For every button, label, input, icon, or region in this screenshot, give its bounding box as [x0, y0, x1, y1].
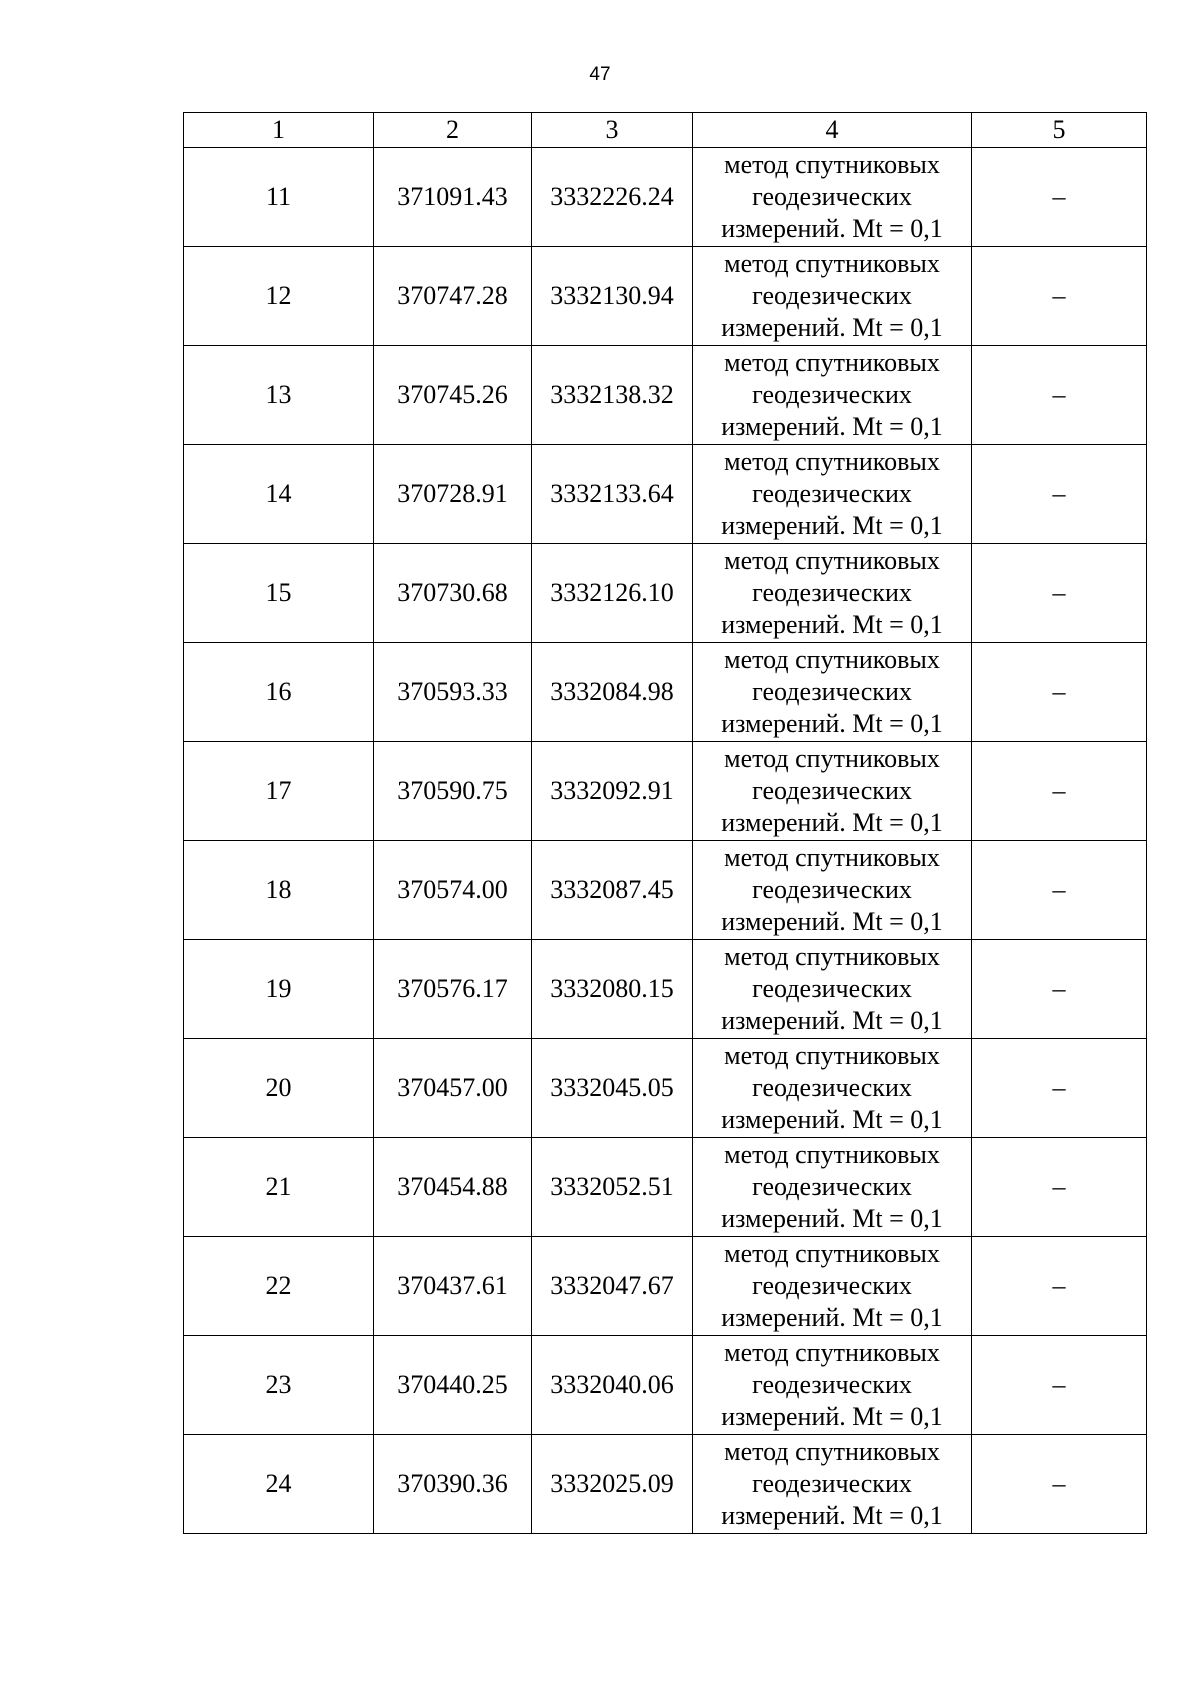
point-number-cell: 18 [184, 841, 374, 940]
y-coordinate-cell: 3332045.05 [532, 1039, 693, 1138]
method-line: измерений. Mt = 0,1 [721, 709, 943, 738]
method-line: геодезических [752, 1073, 912, 1102]
note-cell: – [972, 1138, 1147, 1237]
note-cell: – [972, 247, 1147, 346]
method-line: измерений. Mt = 0,1 [721, 1303, 943, 1332]
method-line: метод спутниковых [724, 546, 940, 575]
method-line: метод спутниковых [724, 1041, 940, 1070]
point-number-cell: 14 [184, 445, 374, 544]
method-line: геодезических [752, 479, 912, 508]
table-body [184, 148, 1147, 1534]
method-cell [693, 1336, 972, 1435]
note-cell: – [972, 346, 1147, 445]
note-cell: – [972, 1336, 1147, 1435]
header-cell-3: 3 [532, 113, 693, 148]
y-coordinate-cell: 3332226.24 [532, 148, 693, 247]
table-row [184, 1237, 1147, 1336]
y-coordinate-cell: 3332052.51 [532, 1138, 693, 1237]
y-coordinate-cell: 3332084.98 [532, 643, 693, 742]
point-number-cell: 17 [184, 742, 374, 841]
x-coordinate-cell: 370457.00 [374, 1039, 532, 1138]
x-coordinate-cell: 370590.75 [374, 742, 532, 841]
point-number-cell: 13 [184, 346, 374, 445]
x-coordinate-cell: 370437.61 [374, 1237, 532, 1336]
table-row [184, 940, 1147, 1039]
method-line: метод спутниковых [724, 150, 940, 179]
point-number-cell: 15 [184, 544, 374, 643]
table-row [184, 247, 1147, 346]
method-cell [693, 544, 972, 643]
y-coordinate-cell: 3332040.06 [532, 1336, 693, 1435]
table-header [184, 113, 1147, 148]
table-row [184, 148, 1147, 247]
point-number-cell: 19 [184, 940, 374, 1039]
method-cell [693, 1237, 972, 1336]
y-coordinate-cell: 3332138.32 [532, 346, 693, 445]
method-cell [693, 148, 972, 247]
method-line: метод спутниковых [724, 348, 940, 377]
method-line: метод спутниковых [724, 249, 940, 278]
x-coordinate-cell: 370747.28 [374, 247, 532, 346]
y-coordinate-cell: 3332087.45 [532, 841, 693, 940]
note-cell: – [972, 544, 1147, 643]
x-coordinate-cell: 370576.17 [374, 940, 532, 1039]
method-line: измерений. Mt = 0,1 [721, 511, 943, 540]
point-number-cell: 20 [184, 1039, 374, 1138]
header-cell-1: 1 [184, 113, 374, 148]
method-cell [693, 742, 972, 841]
method-cell [693, 643, 972, 742]
method-cell [693, 346, 972, 445]
method-line: измерений. Mt = 0,1 [721, 1105, 943, 1134]
point-number-cell: 16 [184, 643, 374, 742]
table-row [184, 1435, 1147, 1534]
point-number-cell: 23 [184, 1336, 374, 1435]
method-line: измерений. Mt = 0,1 [721, 1501, 943, 1530]
method-line: метод спутниковых [724, 843, 940, 872]
method-cell [693, 1138, 972, 1237]
method-line: метод спутниковых [724, 1239, 940, 1268]
point-number-cell: 22 [184, 1237, 374, 1336]
table-row [184, 643, 1147, 742]
x-coordinate-cell: 370728.91 [374, 445, 532, 544]
note-cell: – [972, 742, 1147, 841]
method-cell [693, 1435, 972, 1534]
x-coordinate-cell: 370454.88 [374, 1138, 532, 1237]
note-cell: – [972, 1237, 1147, 1336]
method-cell [693, 247, 972, 346]
method-line: метод спутниковых [724, 1437, 940, 1466]
point-number-cell: 12 [184, 247, 374, 346]
x-coordinate-cell: 370390.36 [374, 1435, 532, 1534]
method-line: измерений. Mt = 0,1 [721, 1204, 943, 1233]
y-coordinate-cell: 3332130.94 [532, 247, 693, 346]
method-line: метод спутниковых [724, 1338, 940, 1367]
table-row [184, 841, 1147, 940]
method-line: геодезических [752, 1469, 912, 1498]
coordinates-table [183, 112, 1147, 1534]
method-line: метод спутниковых [724, 645, 940, 674]
method-cell [693, 841, 972, 940]
note-cell: – [972, 1435, 1147, 1534]
table-row [184, 1039, 1147, 1138]
method-line: метод спутниковых [724, 942, 940, 971]
header-cell-4: 4 [693, 113, 972, 148]
table-row [184, 445, 1147, 544]
note-cell: – [972, 841, 1147, 940]
header-row [184, 113, 1147, 148]
page-number: 47 [589, 64, 611, 85]
method-line: измерений. Mt = 0,1 [721, 313, 943, 342]
method-line: геодезических [752, 578, 912, 607]
method-line: измерений. Mt = 0,1 [721, 412, 943, 441]
point-number-cell: 24 [184, 1435, 374, 1534]
method-line: геодезических [752, 677, 912, 706]
method-line: измерений. Mt = 0,1 [721, 610, 943, 639]
table-row [184, 544, 1147, 643]
header-cell-2: 2 [374, 113, 532, 148]
point-number-cell: 21 [184, 1138, 374, 1237]
x-coordinate-cell: 370593.33 [374, 643, 532, 742]
table-row [184, 346, 1147, 445]
table-row [184, 1138, 1147, 1237]
method-line: геодезических [752, 875, 912, 904]
point-number-cell: 11 [184, 148, 374, 247]
method-line: геодезических [752, 281, 912, 310]
table-row [184, 742, 1147, 841]
y-coordinate-cell: 3332133.64 [532, 445, 693, 544]
note-cell: – [972, 1039, 1147, 1138]
method-line: геодезических [752, 1271, 912, 1300]
y-coordinate-cell: 3332080.15 [532, 940, 693, 1039]
x-coordinate-cell: 370574.00 [374, 841, 532, 940]
method-line: геодезических [752, 1172, 912, 1201]
y-coordinate-cell: 3332025.09 [532, 1435, 693, 1534]
x-coordinate-cell: 370440.25 [374, 1336, 532, 1435]
note-cell: – [972, 643, 1147, 742]
y-coordinate-cell: 3332126.10 [532, 544, 693, 643]
x-coordinate-cell: 370745.26 [374, 346, 532, 445]
y-coordinate-cell: 3332092.91 [532, 742, 693, 841]
x-coordinate-cell: 371091.43 [374, 148, 532, 247]
method-line: геодезических [752, 776, 912, 805]
method-line: геодезических [752, 1370, 912, 1399]
method-line: геодезических [752, 380, 912, 409]
note-cell: – [972, 445, 1147, 544]
method-line: измерений. Mt = 0,1 [721, 907, 943, 936]
method-line: геодезических [752, 182, 912, 211]
method-line: измерений. Mt = 0,1 [721, 214, 943, 243]
table-row [184, 1336, 1147, 1435]
header-cell-5: 5 [972, 113, 1147, 148]
method-line: метод спутниковых [724, 1140, 940, 1169]
method-cell [693, 445, 972, 544]
method-line: метод спутниковых [724, 744, 940, 773]
method-line: измерений. Mt = 0,1 [721, 1402, 943, 1431]
x-coordinate-cell: 370730.68 [374, 544, 532, 643]
method-line: геодезических [752, 974, 912, 1003]
note-cell: – [972, 148, 1147, 247]
method-cell [693, 1039, 972, 1138]
y-coordinate-cell: 3332047.67 [532, 1237, 693, 1336]
method-cell [693, 940, 972, 1039]
method-line: измерений. Mt = 0,1 [721, 1006, 943, 1035]
method-line: метод спутниковых [724, 447, 940, 476]
note-cell: – [972, 940, 1147, 1039]
method-line: измерений. Mt = 0,1 [721, 808, 943, 837]
